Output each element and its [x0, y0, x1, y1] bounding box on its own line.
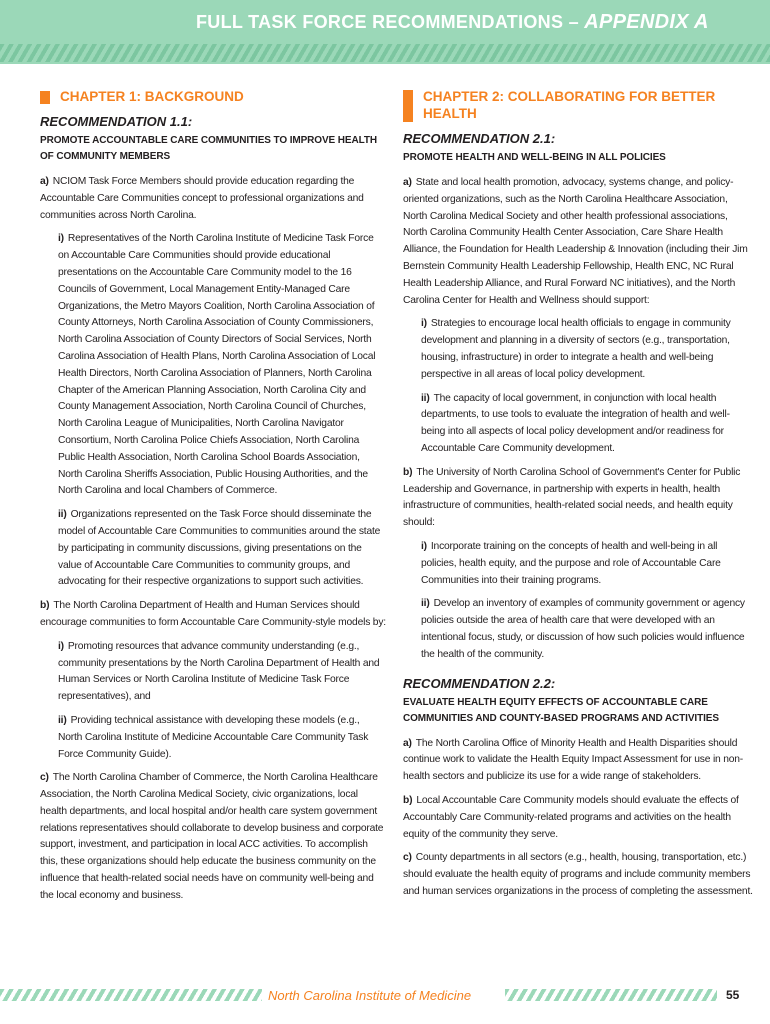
item-text: Strategies to encourage local health officials to engage in community development and planning in a diversity of sectors (e.g., transportation, housing, infrastructure) in order to integrate a health and well-being perspective in all areas of local policy development.	[421, 318, 731, 380]
list-item	[40, 770, 386, 904]
item-text: The capacity of local government, in conjunction with local health departments, to use tools to evaluate the integration of health and well-being into all aspects of local policy development and/or readiness for Accountable Care Community development.	[421, 392, 730, 454]
sub-item	[58, 639, 386, 706]
item-label: ii)	[58, 509, 67, 521]
item-label: b)	[40, 600, 50, 612]
list-item	[40, 598, 386, 632]
item-text: The North Carolina Department of Health and Human Services should encourage communities to form Accountable Care Community-style models by:	[40, 600, 386, 628]
list-item	[403, 175, 753, 309]
item-text: The North Carolina Office of Minority Health and Health Disparities should continue work to validate the Health Equity Impact Assessment for use in non-health sectors and publicize its use for a wide range of stakeholders.	[403, 737, 744, 783]
chapter-heading: CHAPTER 2: COLLABORATING FOR BETTER HEALTH	[403, 88, 753, 122]
item-label: ii)	[421, 392, 430, 404]
item-text: The North Carolina Chamber of Commerce, the North Carolina Healthcare Association, the North Carolina Medical Society, civic organizations, local health departments, and local hospital and/or health care system government relations representatives should collaborate to develop business and corporate support, investment, and participation in local ACC activities. To accomplish this, these organizations should help educate the business community on the influence that health-related social needs have on community well-being and the local economy and business.	[40, 772, 384, 901]
list-item	[403, 793, 753, 843]
item-label: b)	[403, 794, 413, 806]
sub-item	[58, 507, 386, 591]
item-text: State and local health promotion, advocacy, systems change, and policy-oriented organizations, such as the North Carolina Healthcare Association, North Carolina Medical Society and other health professional associations, North Carolina Community Health Center Association, Care Share Health Alliance, the Foundation for Health Leadership & Innovation (including their Jim Bernstein Community Health Leadership Fellowship, Health ENC, NC Rural Health Leadership Alliance, and Rural Forward NC initiatives), and the North Carolina Center for Health and Wellness should support:	[403, 177, 748, 306]
chapter-heading: CHAPTER 1: BACKGROUND	[40, 88, 386, 105]
sub-item	[421, 539, 753, 589]
sub-item	[421, 391, 753, 458]
item-label: ii)	[421, 598, 430, 610]
item-text: Local Accountable Care Community models should evaluate the effects of Accountably Care Community-related programs and activities on the health equity of the community they serve.	[403, 794, 739, 840]
sub-item	[421, 596, 753, 663]
list-item	[40, 174, 386, 224]
list-item	[403, 736, 753, 786]
item-label: a)	[403, 737, 412, 749]
header-stripe	[0, 44, 770, 62]
item-text: Representatives of the North Carolina Institute of Medicine Task Force on Accountable Care Communities should provide educational presentations on the Accountable Care Community model to the 16 Councils of Government, Local Management Entity-Managed Care Organizations, the Metro Mayors Coalition, North Carolina Association of County Attorneys, North Carolina Association of County Commissioners, North Carolina Association of County Directors of Social Services, North Carolina Association of Health Plans, North Carolina Association of Local Health Directors, North Carolina Association of Planners, North Carolina Chapter of the American Planning Association, North Carolina City and County Management Association, North Carolina Council of Churches, North Carolina League of Municipalities, North Carolina Navigator Consortium, North Carolina Police Chiefs Association, North Carolina Public Health Association, North Carolina School Boards Association, North Carolina Sheriffs Association, Public Housing Authorities, and the North Carolina and local Chambers of Commerce.	[58, 233, 376, 497]
sub-item	[421, 316, 753, 383]
page-number: 55	[726, 988, 740, 1002]
header-title: FULL TASK FORCE RECOMMENDATIONS – APPENDIX A	[196, 11, 709, 33]
sub-item	[58, 713, 386, 763]
item-text: Organizations represented on the Task Force should disseminate the model of Accountable Care Communities to communities around the state by participating in community discussions, giving presentations on the value of Accountable Care Communities to community groups, and advocating for their respective organizations to support such activities.	[58, 509, 381, 588]
item-text: County departments in all sectors (e.g., health, housing, transportation, etc.) should evaluate the health equity of programs and include community members and human services organizations in the process of completing the assessment.	[403, 852, 753, 897]
footer-stripe-right	[505, 989, 717, 1001]
item-text: NCIOM Task Force Members should provide education regarding the Accountable Care Communities concept to professional organizations and communities across North Carolina.	[40, 176, 364, 221]
item-label: i)	[421, 540, 427, 552]
recommendation-subtitle: PROMOTE HEALTH AND WELL-BEING IN ALL POLICIES	[403, 152, 666, 163]
chapter-bar	[40, 91, 50, 104]
item-text: Incorporate training on the concepts of health and well-being in all policies, health equity, and the purpose and role of Accountable Care Communities into their training programs.	[421, 540, 721, 586]
recommendation-items	[403, 736, 753, 901]
right-column	[403, 88, 753, 908]
appendix-label: APPENDIX A	[584, 11, 709, 33]
left-column	[40, 88, 386, 912]
item-label: b)	[403, 466, 413, 478]
item-text: Providing technical assistance with developing these models (e.g., North Carolina Institute of Medicine Accountable Care Community Task Force Community Guide).	[58, 714, 369, 760]
header-banner	[0, 0, 770, 64]
recommendation-title: RECOMMENDATION 2.1:	[403, 131, 556, 146]
item-label: i)	[58, 640, 64, 652]
recommendation-items	[403, 175, 753, 664]
recommendation-subtitle: EVALUATE HEALTH EQUITY EFFECTS OF ACCOUNTABLE CARE COMMUNITIES AND COUNTY-BASED PROGRAMS AND ACTIVITIES	[403, 696, 719, 724]
list-item	[403, 465, 753, 532]
item-label: i)	[58, 233, 64, 245]
sub-item	[58, 231, 386, 500]
recommendation-items	[40, 174, 386, 905]
footer-organization: North Carolina Institute of Medicine	[268, 988, 472, 1003]
item-text: Promoting resources that advance community understanding (e.g., community presentations by the North Carolina Department of Health and Human Services or North Carolina Institute of Medicine Task Force representatives), and	[58, 640, 380, 703]
recommendation-title: RECOMMENDATION 2.2:	[403, 675, 556, 691]
item-text: The University of North Carolina School of Government's Center for Public Leadership and Governance, in partnership with experts in health, health infrastructure of communities, health-related social needs, and health equity should:	[403, 466, 741, 529]
item-label: i)	[421, 318, 427, 330]
item-label: c)	[40, 772, 49, 784]
footer-stripe-left	[0, 989, 262, 1001]
list-item	[403, 850, 753, 900]
item-label: a)	[40, 176, 49, 187]
item-label: ii)	[58, 714, 67, 726]
recommendation-subtitle: PROMOTE ACCOUNTABLE CARE COMMUNITIES TO IMPROVE HEALTH OF COMMUNITY MEMBERS	[40, 135, 378, 162]
recommendation-title: RECOMMENDATION 1.1:	[40, 114, 193, 129]
item-label: c)	[403, 852, 412, 864]
item-label: a)	[403, 177, 412, 188]
item-text: Develop an inventory of examples of community government or agency policies outside the area of health care that were developed with an intentional focus, study, or discussion of how such policies would influence the health of the community.	[421, 598, 745, 660]
chapter-bar	[403, 90, 413, 122]
